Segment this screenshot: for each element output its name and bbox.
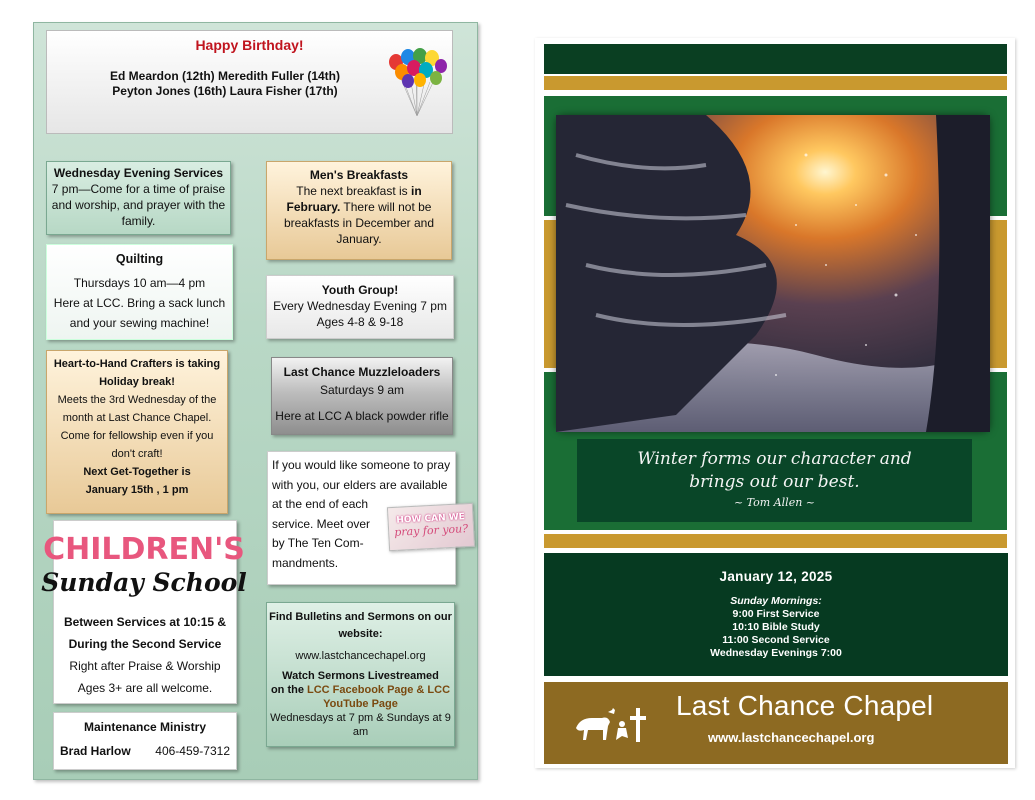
logo-text: CHILDREN'S (43, 532, 245, 567)
crafters-line: month at Last Chance Chapel. (62, 412, 212, 424)
watch-title: Watch Sermons Livestreamed (282, 670, 439, 682)
childrens-sunday-school-box (41, 520, 247, 704)
website-title: Find Bulletins and Sermons on our website: (269, 611, 452, 640)
maintenance-box (53, 712, 237, 770)
prayer-line: by The Ten Com- (272, 536, 364, 550)
card-line: pray for you? (393, 522, 469, 539)
quote-line: Winter forms our character and (637, 449, 912, 469)
on-the: on the (270, 684, 308, 696)
muzzle-line: Saturdays 9 am (319, 383, 405, 397)
card-line: HOW CAN WE (396, 512, 466, 526)
schedule-line: 11:00 Second Service (722, 634, 830, 646)
crafters-box (46, 350, 228, 514)
muzzle-title: Last Chance Muzzleloaders (283, 365, 441, 379)
quilting-line: Here at LCC. Bring a sack lunch (53, 296, 226, 310)
church-name-box (544, 682, 1008, 764)
crafters-title: Holiday break! (99, 376, 175, 388)
prayer-line: with you, our elders are available (272, 477, 448, 492)
crafters-title: Heart-to-Hand Crafters is taking (53, 358, 221, 370)
mens-text-bold: in February. (286, 184, 422, 214)
crafters-next-title: Next Get-Together is (83, 466, 191, 478)
quilting-line: Thursdays 10 am—4 pm (73, 276, 206, 290)
top-gold-bar (544, 76, 1007, 90)
kids-line: Right after Praise & Worship (69, 659, 221, 673)
mens-breakfast-box (266, 161, 452, 260)
quote-author: ~ Tom Allen ~ (733, 496, 816, 509)
birthday-names (75, 69, 375, 99)
mens-title: Men's Breakfasts (309, 168, 409, 182)
livestream-times: Wednesdays at 7 pm & Sundays at 9 am (270, 712, 451, 738)
quilting-line: and your sewing machine! (69, 316, 210, 330)
mens-text (267, 183, 451, 247)
mid-gold-bar (544, 534, 1007, 548)
childrens-sunday-school-logo (41, 527, 247, 603)
service-info-box (544, 553, 1008, 676)
quote-text (577, 448, 972, 494)
church-name: Last Chance Chapel (676, 690, 934, 721)
youth-group-box (266, 275, 454, 339)
prayer-line: mandments. (272, 555, 339, 570)
kids-line: During the Second Service (68, 637, 222, 651)
birthday-line: Ed Meardon (12th) Meredith Fuller (14th) (109, 69, 340, 83)
maintenance-title: Maintenance Ministry (83, 720, 207, 734)
winter-sunset-photo (556, 115, 990, 432)
schedule-line: Wednesday Evenings 7:00 (710, 647, 842, 659)
prayer-line: at the end of each (272, 497, 369, 511)
website-box (266, 602, 455, 747)
quote-line: brings out our best. (689, 472, 860, 492)
balloons-icon (386, 48, 448, 118)
quote-box (577, 439, 972, 522)
social-links[interactable]: LCC Facebook Page & LCC YouTube Page (307, 684, 451, 710)
quilting-box (46, 244, 233, 340)
crafters-line: Come for fellowship even if you (60, 430, 214, 442)
youth-title: Youth Group! (321, 283, 399, 297)
logo-text: Sunday School (41, 568, 247, 597)
maintenance-name: Brad Harlow (60, 744, 131, 758)
top-green-bar (544, 44, 1007, 74)
maintenance-phone: 406-459-7312 (155, 744, 230, 758)
quilting-title: Quilting (115, 252, 164, 266)
prayer-line: If you would like someone to pray (272, 458, 451, 472)
mens-text-part: There will not be breakfasts in December and January. (283, 200, 435, 246)
kids-line: Ages 3+ are all welcome. (77, 681, 213, 695)
schedule-line: 10:10 Bible Study (732, 621, 820, 633)
wednesday-title: Wednesday Evening Services (53, 166, 224, 180)
birthday-line: Peyton Jones (16th) Laura Fisher (17th) (112, 84, 338, 98)
youth-line: Ages 4-8 & 9-18 (316, 315, 404, 329)
bulletin-date: January 12, 2025 (719, 569, 833, 584)
wednesday-text: 7 pm—Come for a time of praise and worship, and prayer with the family. (51, 182, 226, 228)
schedule-title: Sunday Mornings: (730, 595, 822, 607)
muzzle-line: Here at LCC A black powder rifle (275, 409, 449, 423)
crafters-line: Meets the 3rd Wednesday of the (57, 394, 217, 406)
schedule-line: 9:00 First Service (732, 608, 820, 620)
birthday-title: Happy Birthday! (195, 37, 304, 53)
crafters-next-date: January 15th , 1 pm (85, 484, 189, 496)
schedule (544, 595, 1008, 660)
wednesday-services-box (46, 161, 231, 235)
muzzleloaders-box (271, 357, 453, 435)
mens-text-part: The next breakfast is (296, 184, 412, 198)
website-url[interactable]: www.lastchancechapel.org (295, 650, 426, 662)
prayer-line: service. Meet over (272, 516, 371, 531)
church-url[interactable]: www.lastchancechapel.org (708, 730, 875, 745)
crafters-line: don't craft! (111, 448, 163, 460)
kids-line: Between Services at 10:15 & (63, 615, 227, 629)
youth-line: Every Wednesday Evening 7 pm (273, 299, 447, 313)
pray-for-you-card (387, 503, 475, 551)
cowboy-cross-logo-icon (572, 704, 652, 746)
